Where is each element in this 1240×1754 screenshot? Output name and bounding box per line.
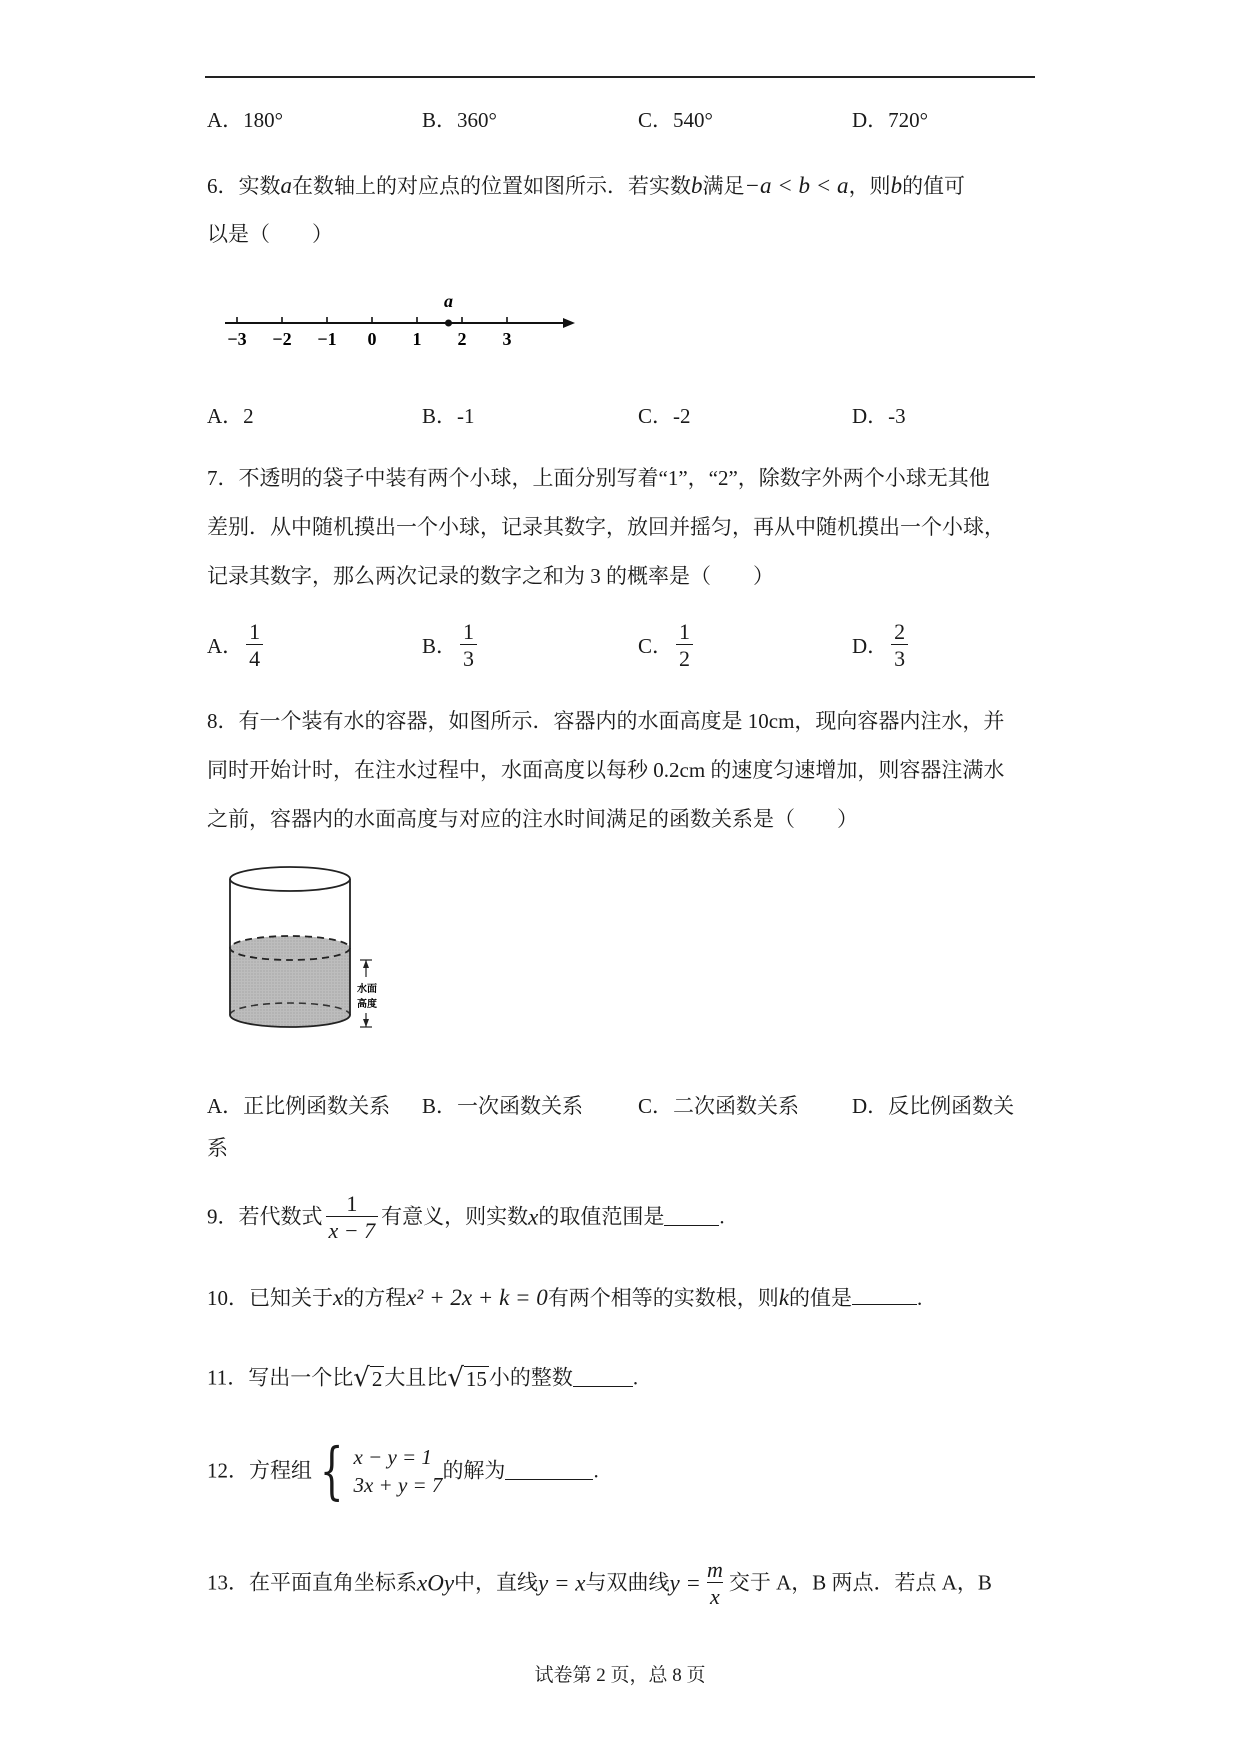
- fig-label-water: 水面: [357, 984, 377, 995]
- q6-option-b[interactable]: B．-1: [422, 404, 475, 428]
- q8-option-b[interactable]: B．一次函数关系: [422, 1094, 584, 1118]
- q5-option-a[interactable]: A．180°: [207, 108, 284, 132]
- q8-line-3: 之前，容器内的水面高度与对应的注水时间满足的函数关系是（ ）: [207, 807, 858, 831]
- arrow-up-icon: [363, 960, 369, 968]
- q8-option-a[interactable]: A．正比例函数关系: [207, 1094, 391, 1118]
- q7-option-a[interactable]: A． $\frac{1}{4}$: [207, 620, 266, 670]
- water-surface: [230, 936, 350, 960]
- tick-label: −1: [317, 329, 337, 349]
- q7-line-2: 差别．从中随机摸出一个小球，记录其数字，放回并摇匀，再从中随机摸出一个小球，: [207, 515, 1005, 539]
- q8-option-d[interactable]: D．反比例函数关: [852, 1094, 1015, 1118]
- q8-line-2: 同时开始计时，在注水过程中，水面高度以每秒 0.2cm 的速度匀速增加，则容器注满水: [207, 758, 1005, 782]
- q6-options: [0, 400, 1240, 460]
- q9-fraction: $\frac{1}{x - 7}$: [326, 1192, 379, 1242]
- q6-option-c[interactable]: C．-2: [638, 404, 691, 428]
- tick-label: −2: [272, 329, 292, 349]
- q9-line: 9．若代数式 $\frac{1}{x - 7}$ 有意义，则实数x的取值范围是 .: [207, 1191, 725, 1244]
- q13-line: 13．在平面直角坐标系xOy中，直线y = x与双曲线y = $\frac{m}{x}$ 交于 A，B 两点．若点 A，B: [207, 1557, 992, 1610]
- axis-arrow-icon: [563, 318, 575, 328]
- q5-option-c[interactable]: C．540°: [638, 108, 713, 132]
- q13-fraction: $\frac{m}{x}$: [706, 1557, 723, 1610]
- tick-label: −3: [227, 329, 247, 349]
- container-rim: [230, 867, 350, 891]
- point-a-label: a: [444, 291, 453, 311]
- q6-number-line: [215, 285, 575, 355]
- q8-container-figure: [218, 865, 398, 1045]
- q7-line-1: 7．不透明的袋子中装有两个小球，上面分别写着“1”，“2”，除数字外两个小球无其他: [207, 466, 990, 490]
- q7-options: [0, 620, 1240, 680]
- q10-line: 10．已知关于x的方程x² + 2x + k = 0有两个相等的实数根，则k的值是 .: [207, 1285, 923, 1310]
- q7-option-b[interactable]: B． $\frac{1}{3}$: [422, 620, 480, 670]
- q5-options: [0, 104, 1240, 164]
- q6-line-1: 6．实数a在数轴上的对应点的位置如图所示．若实数b满足−a < b < a，则b的值可: [207, 173, 966, 198]
- q8-option-d-wrap: 系: [207, 1136, 228, 1160]
- q7-line-3: 记录其数字，那么两次记录的数字之和为 3 的概率是（ ）: [207, 564, 774, 588]
- header-rule: [205, 76, 1035, 78]
- q9-answer-blank[interactable]: [664, 1208, 719, 1226]
- q5-option-d[interactable]: D．720°: [852, 108, 929, 132]
- q8-option-c[interactable]: C．二次函数关系: [638, 1094, 800, 1118]
- q8-options: [0, 1090, 1240, 1150]
- tick-label: 3: [502, 329, 512, 349]
- point-a: [445, 320, 452, 327]
- q11-line: 11．写出一个比 √ 2 大且比 √ 15 小的整数 .: [207, 1363, 639, 1394]
- q5-option-b[interactable]: B．360°: [422, 108, 497, 132]
- q11-answer-blank[interactable]: [573, 1369, 633, 1387]
- q6-option-d[interactable]: D．-3: [852, 404, 906, 428]
- sqrt-15: √ 15: [447, 1363, 487, 1394]
- q12-answer-blank[interactable]: [505, 1462, 593, 1480]
- q6-line-2: 以是（ ）: [207, 222, 333, 246]
- q7-option-c[interactable]: C． $\frac{1}{2}$: [638, 620, 696, 670]
- tick-label: 0: [367, 329, 377, 349]
- tick-label: 2: [457, 329, 467, 349]
- q12-line: 12．方程组 { x − y = 1 3x + y = 7 的解为 .: [207, 1434, 599, 1507]
- fig-label-height: 高度: [357, 999, 377, 1010]
- sqrt-2: √ 2: [353, 1363, 383, 1394]
- q10-answer-blank[interactable]: [852, 1287, 917, 1305]
- tick-label: 1: [412, 329, 422, 349]
- page-footer: 试卷第 2 页，总 8 页: [534, 1665, 706, 1686]
- equation-system: { x − y = 1 3x + y = 7: [319, 1434, 443, 1507]
- q8-line-1: 8．有一个装有水的容器，如图所示．容器内的水面高度是 10cm，现向容器内注水，并: [207, 709, 1005, 733]
- arrow-down-icon: [363, 1019, 369, 1027]
- q6-option-a[interactable]: A．2: [207, 404, 254, 428]
- q7-option-d[interactable]: D． $\frac{2}{3}$: [852, 620, 911, 670]
